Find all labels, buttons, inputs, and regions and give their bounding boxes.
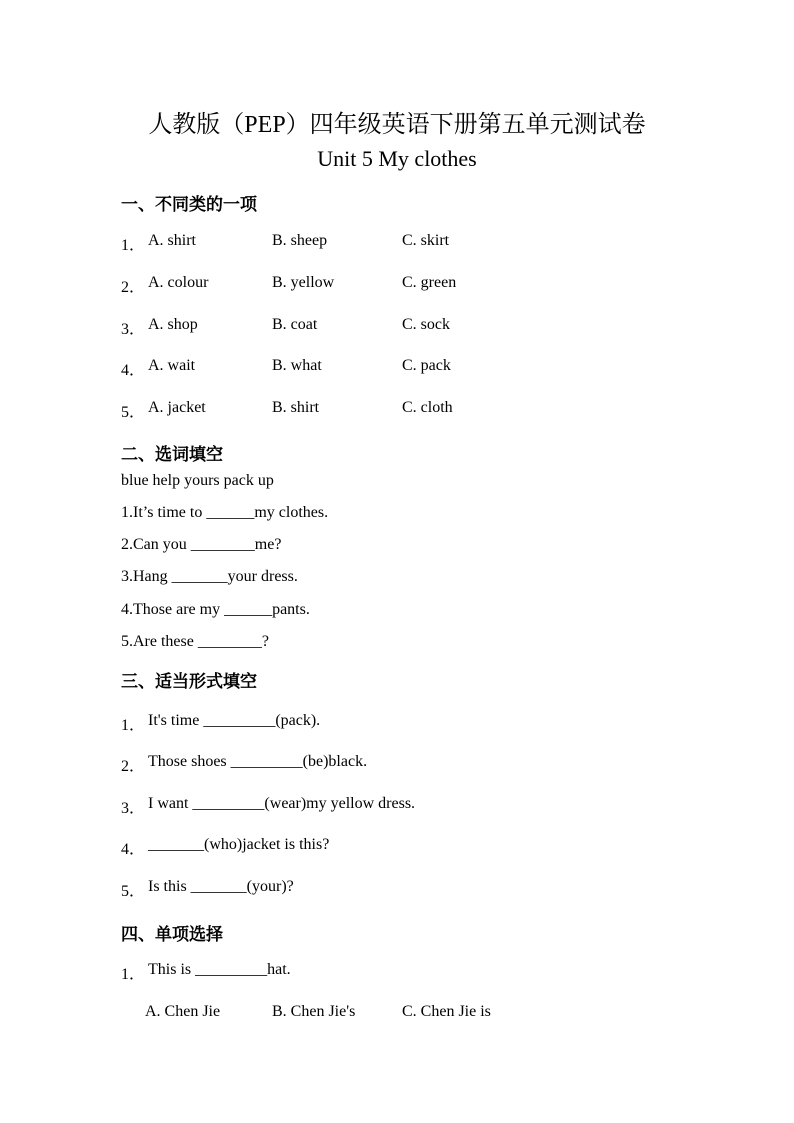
section-heading-3: 三、适当形式填空 <box>121 672 257 691</box>
question-text: I want _________(wear)my yellow dress. <box>148 795 416 812</box>
section-heading-4: 四、单项选择 <box>121 925 223 944</box>
word-bank: blue help yours pack up <box>121 472 274 489</box>
question-text: It's time _________(pack). <box>148 712 321 729</box>
page-title: 人教版（PEP）四年级英语下册第五单元测试卷 <box>148 112 646 138</box>
question-number: 5． <box>121 883 146 900</box>
option-b: B. shirt <box>272 399 320 416</box>
option-a: A. jacket <box>148 399 206 416</box>
page-subtitle: Unit 5 My clothes <box>317 146 477 171</box>
option-b: B. sheep <box>272 232 328 249</box>
option-a: A. shop <box>148 316 198 333</box>
question-number: 2． <box>121 279 146 296</box>
question-text: _______(who)jacket is this? <box>148 836 330 853</box>
section-heading-2: 二、选词填空 <box>121 445 223 464</box>
question-number: 2． <box>121 758 146 775</box>
fill-in-item: 5.Are these ________? <box>121 633 269 650</box>
option-a: A. wait <box>148 357 196 374</box>
fill-in-item: 3.Hang _______your dress. <box>121 568 298 585</box>
question-number: 3． <box>121 800 146 817</box>
question-text: Those shoes _________(be)black. <box>148 753 368 770</box>
question-number: 5． <box>121 404 146 421</box>
question-number: 1． <box>121 966 146 983</box>
option-c: C. cloth <box>402 399 453 416</box>
question-text: This is _________hat. <box>148 961 291 978</box>
fill-in-item: 4.Those are my ______pants. <box>121 601 310 618</box>
option-a: A. colour <box>148 274 209 291</box>
option-c: C. Chen Jie is <box>402 1003 491 1020</box>
question-number: 4． <box>121 841 146 858</box>
option-b: B. coat <box>272 316 318 333</box>
section-heading-1: 一、不同类的一项 <box>121 195 257 214</box>
option-c: C. skirt <box>402 232 450 249</box>
option-b: B. what <box>272 357 322 374</box>
option-c: C. sock <box>402 316 450 333</box>
option-b: B. Chen Jie's <box>272 1003 356 1020</box>
question-number: 1． <box>121 237 146 254</box>
option-c: C. green <box>402 274 457 291</box>
option-a: A. shirt <box>148 232 196 249</box>
question-number: 4． <box>121 362 146 379</box>
fill-in-item: 1.It’s time to ______my clothes. <box>121 504 329 521</box>
question-number: 1． <box>121 717 146 734</box>
question-number: 3． <box>121 321 146 338</box>
option-b: B. yellow <box>272 274 335 291</box>
fill-in-item: 2.Can you ________me? <box>121 536 282 553</box>
question-text: Is this _______(your)? <box>148 878 294 895</box>
option-c: C. pack <box>402 357 451 374</box>
option-a: A. Chen Jie <box>145 1003 221 1020</box>
